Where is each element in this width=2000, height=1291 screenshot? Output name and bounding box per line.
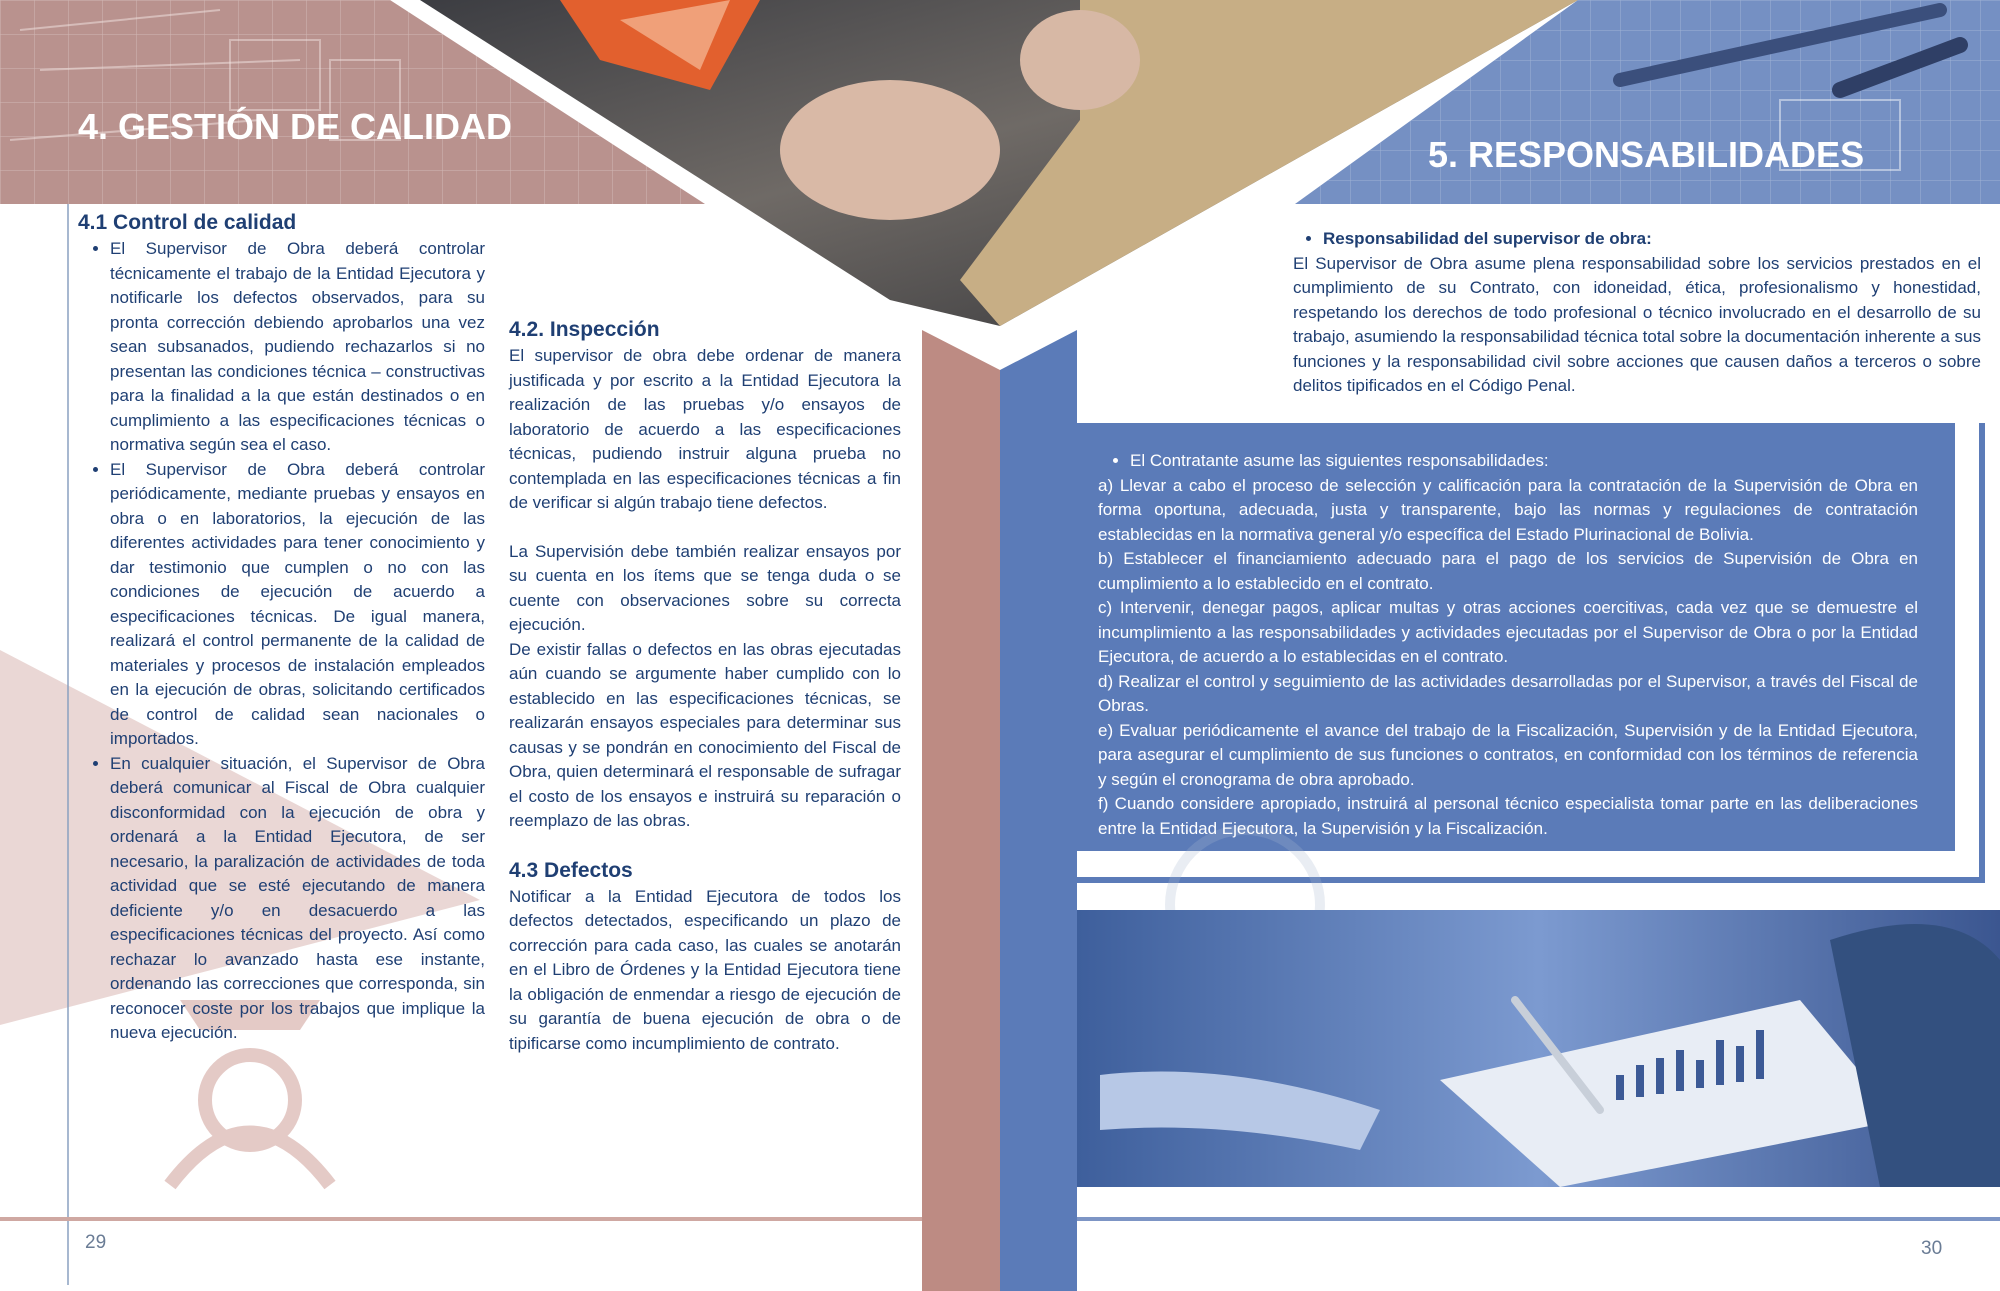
section-4-1	[78, 211, 485, 1046]
contratante-item-e: e) Evaluar periódicamente el avance del trabajo de la Fiscalización, Supervisión y de la Entidad Ejecutora, para asegurar el cumplimiento de sus funciones o contratos, en conformidad con los términos de referencia y según el cronograma de obra aprobado.	[1098, 720, 1918, 789]
business-chart-photo	[1077, 910, 2000, 1187]
contratante-item-f: f) Cuando considere apropiado, instruirá al personal técnico especialista tomar parte en las deliberaciones entre la Entidad Ejecutora, la Supervisión y la Fiscalización.	[1098, 794, 1918, 838]
defects-paragraph: Notificar a la Entidad Ejecutora de todos los defectos detectados, especificando un plazo de corrección para cada caso, las cuales se anotarán en el Libro de Órdenes y la Entidad Ejecutora tiene la obligación de enmendar a riesgo de ejecución de su garantía de buena ejecución de obra o de tipificarse como incumplimiento de contrato.	[509, 886, 901, 1053]
list-item: • El Supervisor de Obra deberá controlar técnicamente el trabajo de la Entidad Ejecutora y notificarle los defectos observados, para su pronta corrección debiendo aprobarlos una vez sean subsanados, pudiendo rechazarlos si no presentan las condiciones técnica – constructivas para la finalidad a la que están destinados o en cumplimiento a las especificaciones técnicas o normativa según sea el caso.	[110, 237, 485, 458]
quality-control-list	[78, 237, 485, 1046]
inspection-paragraph-2: La Supervisión debe también realizar ensayos por su cuenta en los ítems que se tenga duda o se cuente con observaciones sobre su correcta ejecución.	[509, 541, 901, 634]
center-spine	[922, 330, 1077, 1291]
contratante-item-d: d) Realizar el control y seguimiento de las actividades desarrolladas por el Supervisor, a través del Fiscal de Obras.	[1098, 671, 1918, 715]
section-4-2-title: 4.2. Inspección	[509, 318, 660, 341]
heading-gestion-calidad: 4. GESTIÓN DE CALIDAD	[78, 106, 513, 147]
heading-responsabilidades: 5. RESPONSABILIDADES	[1428, 134, 1865, 175]
contratante-item-c: c) Intervenir, denegar pagos, aplicar multas y otras acciones coercitivas, cada vez que se demuestre el incumplimiento a las responsabilidades y actividades ejecutadas por el Supervisor de Obra o por la Entidad Ejecutora, de acuerdo a lo establecidas en el contrato.	[1098, 598, 1918, 666]
list-item: • El Supervisor de Obra deberá controlar periódicamente, mediante pruebas y ensayos en obra o en laboratorios, la ejecución de las diferentes actividades para tener conocimiento y dar testimonio que cumplen o no con las condiciones de ejecución de acuerdo a especificaciones técnicas. De igual manera, realizará el control permanente de la calidad de materiales y procesos de instalación empleados en la ejecución de obras, solicitando certificados de control de calidad sean nacionales o importados.	[110, 458, 485, 752]
page-number-right: 30	[1921, 1238, 1943, 1259]
list-item: • En cualquier situación, el Supervisor de Obra deberá comunicar al Fiscal de Obra cualquier disconformidad con la ejecución de obra y ordenará a la Entidad Ejecutora, de ser necesario, la paralización de actividades de toda actividad que se esté ejecutando de manera deficiente y/o en desacuerdo a las especificaciones técnicas del proyecto. Así como rechazar lo avanzado hasta ese instante, ordenando las correcciones que corresponda, sin reconocer coste por los trabajos que implique la nueva ejecución.	[110, 752, 485, 1046]
page-number-left: 29	[85, 1232, 107, 1253]
contratante-item-a: a) Llevar a cabo el proceso de selección y calificación para la contratación de la Supervisión de Obra en forma oportuna, adecuada, justa y transparente, bajo las normas y regulaciones de contratación establecidas en la normativa general y/o específica del Estado Plurinacional de Bolivia.	[1098, 475, 1918, 544]
section-4-3-title: 4.3 Defectos	[509, 858, 633, 882]
contratante-box	[1098, 449, 1918, 841]
contratante-item-b: b) Establecer el financiamiento adecuado para el pago de los servicios de Supervisión de Obra en cumplimiento a lo establecido en el contrato.	[1098, 549, 1918, 593]
section-4-1-title: 4.1 Control de calidad	[78, 211, 297, 234]
section-4-2	[509, 318, 901, 1056]
supervisor-paragraph: El Supervisor de Obra asume plena responsabilidad sobre los servicios prestados en el cumplimiento de su Contrato, con idoneidad, ética, profesionalismo y honestidad, respetando los derechos de todo profesional o técnico involucrado en el desarrollo de su trabajo, asumiendo la responsabilidad técnica total sobre la documentación inherente a sus funciones y la responsabilidad civil sobre acciones que causen daños a terceros o sobre delitos tipificados en el Código Penal.	[1293, 253, 1981, 395]
supervisor-responsibility	[1293, 227, 1981, 399]
supervisor-bullet: • Responsabilidad del supervisor de obra:	[1323, 227, 1981, 252]
inspection-paragraph-3: De existir fallas o defectos en las obras ejecutadas aún cuando se argumente haber cumplido con lo establecido en las especificaciones técnicas, se realizarán ensayos especiales para determinar sus causas y se pondrán en conocimiento del Fiscal de Obra, quien determinará el responsable de sufragar el costo de los ensayos e instruirá su reparación o reemplazo de las obras.	[509, 639, 901, 830]
contratante-bullet: • El Contratante asume las siguientes responsabilidades:	[1130, 449, 1918, 474]
inspection-paragraph-1: El supervisor de obra debe ordenar de manera justificada y por escrito a la Entidad Ejecutora la realización de las pruebas y/o ensayos de laboratorio de acuerdo a las especificaciones técnicas, pudiendo instruir alguna prueba no contemplada en las especificaciones técnicas a fin de verificar si algún trabajo tiene defectos.	[509, 346, 901, 512]
